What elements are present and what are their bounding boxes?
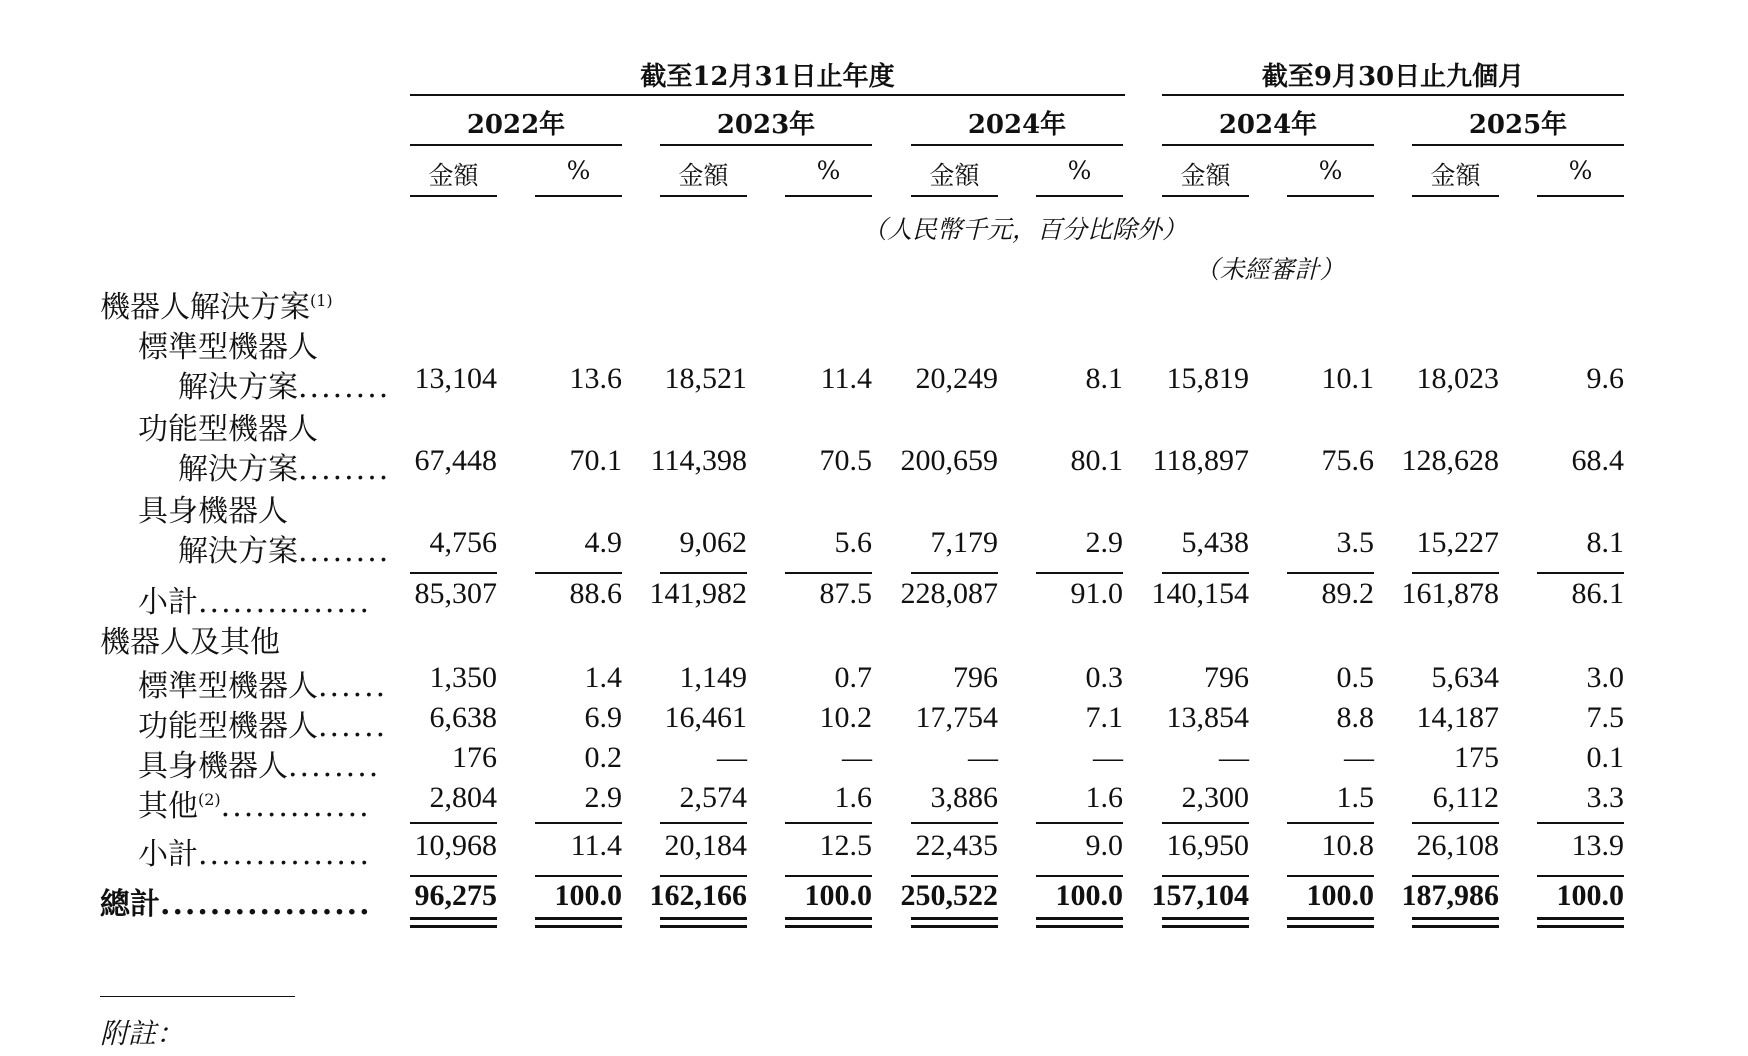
table-cell: 100.0 bbox=[554, 879, 622, 912]
sum-rule bbox=[1287, 925, 1374, 928]
table-cell: 8.8 bbox=[1336, 701, 1374, 734]
sum-rule bbox=[660, 822, 747, 824]
year-header: 2022年 bbox=[466, 110, 566, 140]
table-cell: 2,300 bbox=[1181, 781, 1249, 814]
row-label bbox=[138, 701, 387, 745]
leader-dots: ........ bbox=[298, 452, 391, 487]
table-cell: 7.1 bbox=[1085, 701, 1123, 734]
table-cell: 70.5 bbox=[819, 444, 872, 477]
table-cell: 22,435 bbox=[915, 829, 998, 862]
sum-rule bbox=[1287, 917, 1374, 920]
sum-rule bbox=[785, 572, 872, 574]
table-cell: 11.4 bbox=[570, 829, 622, 862]
column-header-rule bbox=[1412, 195, 1499, 197]
table-cell: 11.4 bbox=[820, 362, 872, 395]
column-header-rule bbox=[1537, 195, 1624, 197]
sum-rule bbox=[535, 917, 622, 920]
table-cell: 13.9 bbox=[1571, 829, 1624, 862]
sum-rule bbox=[1412, 917, 1499, 920]
table-cell: 26,108 bbox=[1416, 829, 1499, 862]
table-cell: 100.0 bbox=[1055, 879, 1123, 912]
sum-rule bbox=[1537, 917, 1624, 920]
table-cell: 10,968 bbox=[414, 829, 497, 862]
row-label-text: 標準型機器人 bbox=[138, 330, 318, 365]
amount-column-header: 金額 bbox=[1180, 161, 1231, 190]
table-cell: 5,634 bbox=[1431, 661, 1499, 694]
year-rule bbox=[660, 144, 872, 146]
table-cell: 68.4 bbox=[1571, 444, 1624, 477]
row-label-text: 具身機器人 bbox=[138, 749, 288, 784]
sum-rule bbox=[1162, 822, 1249, 824]
year-header: 2024年 bbox=[967, 110, 1067, 140]
table-cell: 3.0 bbox=[1586, 661, 1624, 694]
sum-rule bbox=[1412, 572, 1499, 574]
table-cell: 1.6 bbox=[834, 781, 872, 814]
table-cell: 3,886 bbox=[930, 781, 998, 814]
table-cell: 141,982 bbox=[649, 577, 747, 610]
table-cell: 80.1 bbox=[1070, 444, 1123, 477]
year-header: 2025年 bbox=[1468, 110, 1568, 140]
table-cell: 10.1 bbox=[1321, 362, 1374, 395]
leader-dots: ............. bbox=[220, 789, 371, 824]
row-label bbox=[138, 781, 371, 825]
row-label-text: 解決方案 bbox=[178, 534, 298, 569]
table-cell: 10.2 bbox=[819, 701, 872, 734]
table-cell: 250,522 bbox=[900, 879, 998, 912]
sum-rule bbox=[1036, 875, 1123, 877]
sum-rule bbox=[1537, 925, 1624, 928]
row-label bbox=[138, 577, 371, 621]
sum-rule bbox=[1287, 822, 1374, 824]
row-label-text: 解決方案 bbox=[178, 370, 298, 405]
table-cell: 15,227 bbox=[1416, 526, 1499, 559]
table-cell: — bbox=[1344, 741, 1374, 774]
table-cell: 13,104 bbox=[414, 362, 497, 395]
row-label-text: 標準型機器人 bbox=[138, 669, 318, 704]
row-label-text: 解決方案 bbox=[178, 452, 298, 487]
amount-column-header: 金額 bbox=[1430, 161, 1481, 190]
row-label bbox=[100, 617, 280, 661]
table-cell: 796 bbox=[953, 661, 998, 694]
group-rule-nine-months bbox=[1162, 94, 1624, 96]
table-cell: 4,756 bbox=[429, 526, 497, 559]
table-cell: 4.9 bbox=[584, 526, 622, 559]
sum-rule bbox=[1162, 875, 1249, 877]
table-cell: 67,448 bbox=[414, 444, 497, 477]
table-cell: 2.9 bbox=[584, 781, 622, 814]
table-cell: 16,950 bbox=[1166, 829, 1249, 862]
group-rule-full-year bbox=[410, 94, 1125, 96]
table-cell: 162,166 bbox=[649, 879, 747, 912]
sum-rule bbox=[1412, 925, 1499, 928]
table-cell: 9.0 bbox=[1085, 829, 1123, 862]
table-cell: 89.2 bbox=[1321, 577, 1374, 610]
table-cell: — bbox=[1219, 741, 1249, 774]
table-cell: 175 bbox=[1454, 741, 1499, 774]
table-cell: 5,438 bbox=[1181, 526, 1249, 559]
table-cell: 13.6 bbox=[569, 362, 622, 395]
row-label bbox=[138, 661, 387, 705]
sum-rule bbox=[660, 875, 747, 877]
table-cell: 88.6 bbox=[569, 577, 622, 610]
amount-column-header: 金額 bbox=[929, 161, 980, 190]
table-cell: 13,854 bbox=[1166, 701, 1249, 734]
column-header-rule bbox=[785, 195, 872, 197]
sum-rule bbox=[410, 925, 497, 928]
sum-rule bbox=[1036, 822, 1123, 824]
sum-rule bbox=[535, 822, 622, 824]
sum-rule bbox=[911, 822, 998, 824]
row-label-text: 機器人解決方案 bbox=[100, 290, 310, 325]
table-cell: 9,062 bbox=[679, 526, 747, 559]
sum-rule bbox=[1537, 822, 1624, 824]
table-cell: — bbox=[968, 741, 998, 774]
sum-rule bbox=[410, 572, 497, 574]
table-cell: 140,154 bbox=[1151, 577, 1249, 610]
row-label-text: 功能型機器人 bbox=[138, 412, 318, 447]
row-label-text: 小計 bbox=[138, 585, 198, 620]
table-cell: 86.1 bbox=[1571, 577, 1624, 610]
sum-rule bbox=[410, 917, 497, 920]
percent-column-header: % bbox=[1067, 156, 1092, 185]
leader-dots: ........ bbox=[298, 370, 391, 405]
table-cell: 228,087 bbox=[900, 577, 998, 610]
table-cell: 96,275 bbox=[414, 879, 497, 912]
table-cell: 0.2 bbox=[584, 741, 622, 774]
sum-rule bbox=[911, 572, 998, 574]
table-cell: 87.5 bbox=[819, 577, 872, 610]
sum-rule bbox=[911, 925, 998, 928]
table-cell: — bbox=[1093, 741, 1123, 774]
leader-dots: ............... bbox=[198, 585, 372, 620]
table-cell: 7,179 bbox=[930, 526, 998, 559]
table-cell: 91.0 bbox=[1070, 577, 1123, 610]
column-header-rule bbox=[535, 195, 622, 197]
sum-rule bbox=[1412, 875, 1499, 877]
table-cell: 100.0 bbox=[1306, 879, 1374, 912]
table-cell: 161,878 bbox=[1401, 577, 1499, 610]
sum-rule bbox=[911, 875, 998, 877]
table-cell: 8.1 bbox=[1085, 362, 1123, 395]
column-header-rule bbox=[1162, 195, 1249, 197]
sum-rule bbox=[660, 572, 747, 574]
column-header-rule bbox=[660, 195, 747, 197]
row-label bbox=[138, 486, 288, 530]
table-cell: 2.9 bbox=[1085, 526, 1123, 559]
table-cell: 20,184 bbox=[664, 829, 747, 862]
leader-dots: ........ bbox=[298, 534, 391, 569]
row-label bbox=[138, 741, 380, 785]
table-cell: 18,521 bbox=[664, 362, 747, 395]
table-cell: 70.1 bbox=[569, 444, 622, 477]
table-cell: 10.8 bbox=[1321, 829, 1374, 862]
table-cell: 15,819 bbox=[1166, 362, 1249, 395]
sum-rule bbox=[911, 917, 998, 920]
table-cell: 12.5 bbox=[819, 829, 872, 862]
table-cell: — bbox=[717, 741, 747, 774]
table-cell: 8.1 bbox=[1586, 526, 1624, 559]
row-label-text: 功能型機器人 bbox=[138, 709, 318, 744]
leader-dots: ........ bbox=[288, 749, 381, 784]
table-cell: 17,754 bbox=[915, 701, 998, 734]
percent-column-header: % bbox=[1318, 156, 1343, 185]
sum-rule bbox=[535, 572, 622, 574]
table-cell: 176 bbox=[452, 741, 497, 774]
row-label-text: 小計 bbox=[138, 837, 198, 872]
table-cell: 85,307 bbox=[414, 577, 497, 610]
row-label bbox=[100, 282, 333, 326]
table-cell: 796 bbox=[1204, 661, 1249, 694]
year-header: 2024年 bbox=[1218, 110, 1318, 140]
table-cell: 1.5 bbox=[1336, 781, 1374, 814]
table-cell: 0.3 bbox=[1085, 661, 1123, 694]
column-header-rule bbox=[911, 195, 998, 197]
table-cell: 187,986 bbox=[1401, 879, 1499, 912]
currency-unit-note: （人民幣千元，百分比除外） bbox=[862, 215, 1188, 244]
sum-rule bbox=[1412, 822, 1499, 824]
table-cell: 0.7 bbox=[834, 661, 872, 694]
column-header-rule bbox=[1036, 195, 1123, 197]
footnote-separator bbox=[100, 996, 295, 997]
table-cell: 100.0 bbox=[804, 879, 872, 912]
row-label-text: 具身機器人 bbox=[138, 494, 288, 529]
table-cell: 75.6 bbox=[1321, 444, 1374, 477]
row-label bbox=[138, 404, 318, 448]
leader-dots: ...... bbox=[318, 669, 388, 704]
table-cell: 6,638 bbox=[429, 701, 497, 734]
row-label bbox=[178, 526, 390, 570]
row-label bbox=[178, 362, 390, 406]
row-label bbox=[100, 879, 372, 923]
row-label bbox=[138, 829, 371, 873]
table-cell: 2,574 bbox=[679, 781, 747, 814]
group-header-full-year: 截至12月31日止年度 bbox=[640, 62, 895, 92]
year-rule bbox=[410, 144, 622, 146]
sum-rule bbox=[535, 925, 622, 928]
sum-rule bbox=[1537, 572, 1624, 574]
leader-dots: ............... bbox=[198, 837, 372, 872]
column-header-rule bbox=[410, 195, 497, 197]
table-cell: 157,104 bbox=[1151, 879, 1249, 912]
table-cell: 14,187 bbox=[1416, 701, 1499, 734]
year-rule bbox=[1412, 144, 1624, 146]
group-header-nine-months: 截至9月30日止九個月 bbox=[1261, 62, 1525, 92]
percent-column-header: % bbox=[566, 156, 591, 185]
table-cell: 3.3 bbox=[1586, 781, 1624, 814]
table-cell: 1,149 bbox=[679, 661, 747, 694]
sum-rule bbox=[785, 822, 872, 824]
table-cell: 114,398 bbox=[650, 444, 747, 477]
table-cell: 3.5 bbox=[1336, 526, 1374, 559]
table-cell: 100.0 bbox=[1556, 879, 1624, 912]
unaudited-note: （未經審計） bbox=[1194, 255, 1345, 284]
sum-rule bbox=[1162, 572, 1249, 574]
sum-rule bbox=[660, 925, 747, 928]
sum-rule bbox=[1036, 925, 1123, 928]
sum-rule bbox=[785, 875, 872, 877]
table-cell: 20,249 bbox=[915, 362, 998, 395]
table-cell: 6.9 bbox=[584, 701, 622, 734]
year-rule bbox=[911, 144, 1123, 146]
sum-rule bbox=[660, 917, 747, 920]
row-label-text: 總計 bbox=[100, 887, 160, 922]
amount-column-header: 金額 bbox=[428, 161, 479, 190]
table-cell: — bbox=[842, 741, 872, 774]
table-cell: 5.6 bbox=[834, 526, 872, 559]
row-label bbox=[178, 444, 390, 488]
row-label-text: 機器人及其他 bbox=[100, 625, 280, 660]
row-label bbox=[138, 322, 318, 366]
table-cell: 2,804 bbox=[429, 781, 497, 814]
table-cell: 1.4 bbox=[584, 661, 622, 694]
sum-rule bbox=[785, 925, 872, 928]
table-cell: 128,628 bbox=[1401, 444, 1499, 477]
table-cell: 9.6 bbox=[1586, 362, 1624, 395]
table-cell: 18,023 bbox=[1416, 362, 1499, 395]
percent-column-header: % bbox=[816, 156, 841, 185]
sum-rule bbox=[1162, 917, 1249, 920]
table-cell: 6,112 bbox=[1432, 781, 1499, 814]
table-cell: 7.5 bbox=[1586, 701, 1624, 734]
table-cell: 1.6 bbox=[1085, 781, 1123, 814]
table-cell: 0.5 bbox=[1336, 661, 1374, 694]
footnote-ref: (2) bbox=[198, 790, 221, 809]
table-cell: 118,897 bbox=[1152, 444, 1249, 477]
column-header-rule bbox=[1287, 195, 1374, 197]
sum-rule bbox=[1036, 917, 1123, 920]
footnote-label: 附註： bbox=[100, 1017, 185, 1050]
footnote-ref: (1) bbox=[310, 291, 333, 310]
leader-dots: ................. bbox=[160, 887, 372, 922]
sum-rule bbox=[410, 822, 497, 824]
year-rule bbox=[1162, 144, 1374, 146]
sum-rule bbox=[1162, 925, 1249, 928]
sum-rule bbox=[535, 875, 622, 877]
sum-rule bbox=[1287, 572, 1374, 574]
amount-column-header: 金額 bbox=[678, 161, 729, 190]
row-label-text: 其他 bbox=[138, 789, 198, 824]
leader-dots: ...... bbox=[318, 709, 388, 744]
sum-rule bbox=[785, 917, 872, 920]
year-header: 2023年 bbox=[716, 110, 816, 140]
sum-rule bbox=[1537, 875, 1624, 877]
sum-rule bbox=[1287, 875, 1374, 877]
table-cell: 200,659 bbox=[900, 444, 998, 477]
sum-rule bbox=[410, 875, 497, 877]
sum-rule bbox=[1036, 572, 1123, 574]
percent-column-header: % bbox=[1568, 156, 1593, 185]
table-cell: 0.1 bbox=[1586, 741, 1624, 774]
table-cell: 1,350 bbox=[429, 661, 497, 694]
table-cell: 16,461 bbox=[664, 701, 747, 734]
